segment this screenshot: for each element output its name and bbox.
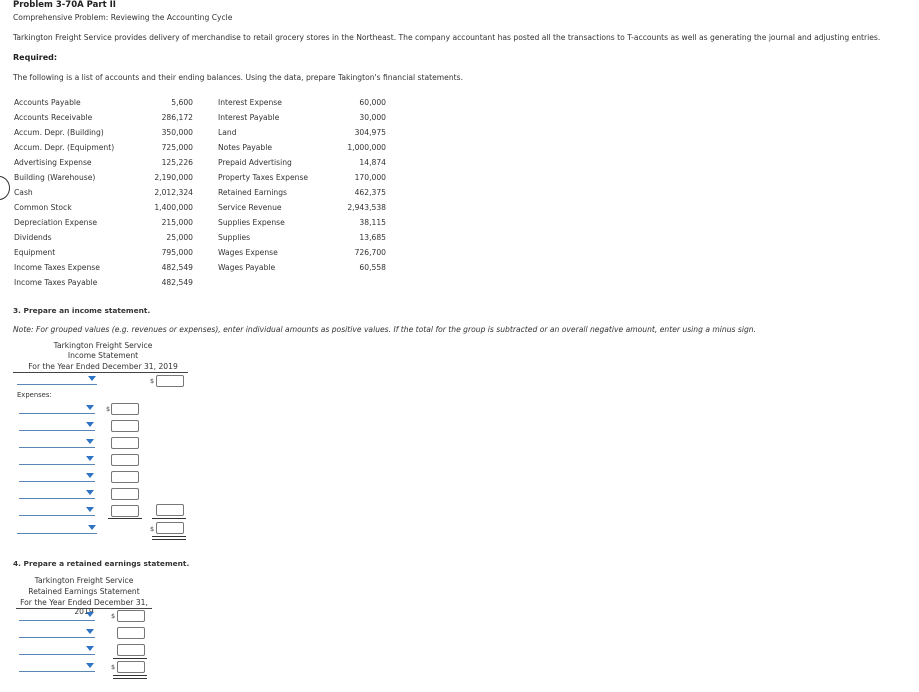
account-name: Advertising Expense — [14, 158, 92, 167]
account-name: Prepaid Advertising — [218, 158, 292, 167]
is-company-name: Tarkington Freight Service — [53, 341, 153, 350]
account-value: 125,226 — [161, 158, 193, 167]
account-name: Service Revenue — [218, 203, 282, 212]
chevron-down-icon — [86, 439, 94, 444]
expense-account-dropdown[interactable] — [19, 504, 95, 516]
currency-symbol: $ — [150, 377, 155, 385]
account-name: Wages Expense — [218, 248, 278, 257]
expense-account-dropdown[interactable] — [19, 487, 95, 499]
account-value: 13,685 — [359, 233, 386, 242]
re-period: For the Year Ended December 31, 2019 — [20, 598, 148, 616]
expense-amount-input[interactable] — [111, 505, 139, 517]
account-name: Accounts Receivable — [14, 113, 93, 122]
problem-subtitle: Comprehensive Problem: Reviewing the Accounting Cycle — [13, 13, 233, 22]
re-account-dropdown[interactable] — [19, 643, 95, 655]
question-4: 4. Prepare a retained earnings statement. — [13, 559, 190, 568]
expense-amount-input[interactable] — [111, 488, 139, 500]
account-name: Supplies — [218, 233, 251, 242]
account-name: Dividends — [14, 233, 52, 242]
question-3: 3. Prepare an income statement. — [13, 306, 151, 315]
problem-title: Problem 3-70A Part II — [13, 0, 116, 10]
account-value: 25,000 — [166, 233, 193, 242]
currency-symbol: $ — [150, 525, 155, 533]
account-name: Accum. Depr. (Building) — [14, 128, 104, 137]
single-underline — [152, 518, 186, 519]
account-name: Income Taxes Payable — [14, 278, 98, 287]
account-value: 286,172 — [161, 113, 193, 122]
single-underline — [113, 658, 147, 659]
scroll-indicator-circle — [0, 176, 10, 200]
expense-account-dropdown[interactable] — [19, 453, 95, 465]
re-account-dropdown[interactable] — [19, 626, 95, 638]
expense-account-dropdown[interactable] — [19, 402, 95, 414]
expenses-label: Expenses: — [17, 391, 52, 399]
expense-amount-input[interactable] — [111, 420, 139, 432]
account-value: 170,000 — [354, 173, 386, 182]
re-amount-input[interactable] — [117, 627, 145, 639]
chevron-down-icon — [86, 612, 94, 617]
account-value: 2,943,538 — [347, 203, 386, 212]
account-value: 14,874 — [359, 158, 386, 167]
account-name: Building (Warehouse) — [14, 173, 96, 182]
account-value: 725,000 — [161, 143, 193, 152]
account-value: 726,700 — [354, 248, 386, 257]
account-name: Income Taxes Expense — [14, 263, 100, 272]
currency-symbol: $ — [111, 612, 116, 620]
note-text — [13, 325, 756, 334]
expense-account-dropdown[interactable] — [19, 436, 95, 448]
account-value: 5,600 — [171, 98, 193, 107]
re-amount-input[interactable] — [117, 661, 145, 673]
instruction-text: The following is a list of accounts and their ending balances. Using the data, prepare Takington's financial statements. — [13, 73, 464, 82]
account-value: 1,400,000 — [154, 203, 193, 212]
re-account-dropdown[interactable] — [19, 660, 95, 672]
is-statement-name: Income Statement — [67, 351, 139, 360]
account-value: 215,000 — [161, 218, 193, 227]
note-label: Note: — [13, 325, 34, 334]
account-name: Supplies Expense — [218, 218, 285, 227]
re-amount-input[interactable] — [117, 610, 145, 622]
double-underline — [113, 675, 147, 679]
account-value: 30,000 — [359, 113, 386, 122]
account-value: 38,115 — [359, 218, 386, 227]
revenue-account-dropdown[interactable] — [17, 373, 97, 385]
account-value: 60,000 — [359, 98, 386, 107]
chevron-down-icon — [86, 507, 94, 512]
re-amount-input[interactable] — [117, 644, 145, 656]
account-value: 462,375 — [354, 188, 386, 197]
net-income-dropdown[interactable] — [17, 522, 97, 534]
problem-intro: Tarkington Freight Service provides delivery of merchandise to retail grocery stores in the Northeast. The company accountant has posted all the transactions to T-accounts as well as generating the journal and adjusting entries. — [13, 33, 881, 42]
account-name: Land — [218, 128, 237, 137]
account-name: Cash — [14, 188, 33, 197]
re-account-dropdown[interactable] — [19, 609, 95, 621]
required-label: Required: — [13, 53, 58, 62]
net-income-amount-input[interactable] — [156, 522, 184, 534]
account-name: Equipment — [14, 248, 56, 257]
account-value: 2,012,324 — [154, 188, 193, 197]
account-name: Notes Payable — [218, 143, 272, 152]
revenue-amount-input[interactable] — [156, 375, 184, 387]
chevron-down-icon — [86, 473, 94, 478]
expense-amount-input[interactable] — [111, 437, 139, 449]
account-value: 482,549 — [161, 263, 193, 272]
expense-amount-input[interactable] — [111, 403, 139, 415]
chevron-down-icon — [86, 490, 94, 495]
account-value: 304,975 — [354, 128, 386, 137]
account-name: Interest Payable — [218, 113, 280, 122]
expense-account-dropdown[interactable] — [19, 419, 95, 431]
currency-symbol: $ — [106, 405, 111, 413]
account-name: Wages Payable — [218, 263, 276, 272]
chevron-down-icon — [88, 525, 96, 530]
account-name: Property Taxes Expense — [218, 173, 309, 182]
account-value: 2,190,000 — [154, 173, 193, 182]
account-value: 795,000 — [161, 248, 193, 257]
re-company-name: Tarkington Freight Service — [34, 576, 134, 585]
expense-amount-input[interactable] — [111, 471, 139, 483]
currency-symbol: $ — [111, 663, 116, 671]
account-name: Accum. Depr. (Equipment) — [14, 143, 115, 152]
is-period: For the Year Ended December 31, 2019 — [28, 362, 178, 371]
account-value: 482,549 — [161, 278, 193, 287]
chevron-down-icon — [86, 663, 94, 668]
expense-amount-input[interactable] — [111, 454, 139, 466]
single-underline — [108, 518, 142, 519]
account-name: Common Stock — [14, 203, 72, 212]
chevron-down-icon — [86, 646, 94, 651]
total-expenses-input[interactable] — [156, 504, 184, 516]
chevron-down-icon — [86, 405, 94, 410]
chevron-down-icon — [86, 629, 94, 634]
account-value: 350,000 — [161, 128, 193, 137]
account-name: Retained Earnings — [218, 188, 288, 197]
chevron-down-icon — [86, 456, 94, 461]
account-name: Accounts Payable — [14, 98, 81, 107]
account-value: 1,000,000 — [347, 143, 386, 152]
re-statement-name: Retained Earnings Statement — [28, 587, 140, 596]
account-name: Interest Expense — [218, 98, 282, 107]
chevron-down-icon — [86, 422, 94, 427]
account-name: Depreciation Expense — [14, 218, 98, 227]
double-underline — [152, 536, 186, 540]
expense-account-dropdown[interactable] — [19, 470, 95, 482]
chevron-down-icon — [88, 376, 96, 381]
account-value: 60,558 — [359, 263, 386, 272]
note-body: For grouped values (e.g. revenues or expenses), enter individual amounts as positive values. If the total for the group is subtracted or an overall negative amount, enter using a minus sign. — [35, 325, 757, 334]
